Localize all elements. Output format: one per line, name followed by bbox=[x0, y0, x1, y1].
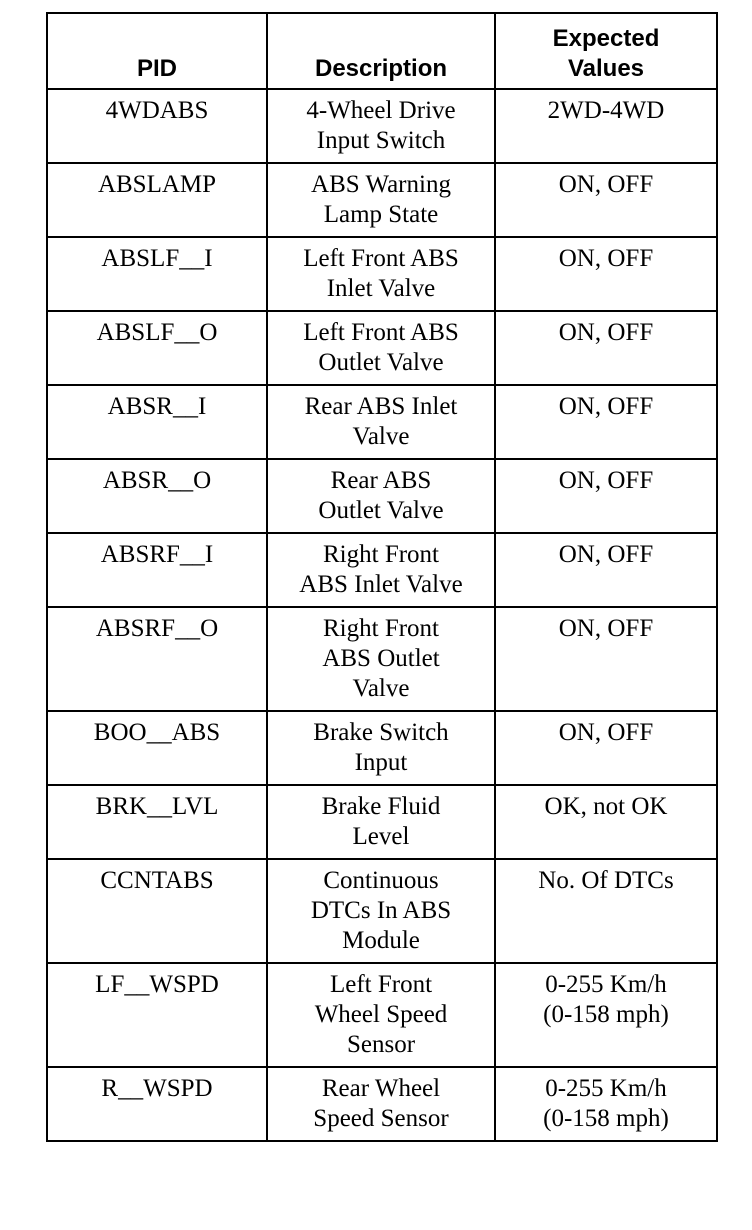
pid-cell bbox=[47, 785, 267, 859]
description-line: Valve bbox=[352, 675, 410, 702]
expected-value-line: ON, OFF bbox=[558, 541, 654, 568]
description-cell bbox=[267, 237, 495, 311]
expected-value-line: (0-158 mph) bbox=[543, 1105, 669, 1132]
table-body bbox=[47, 89, 717, 1141]
table-row bbox=[47, 711, 717, 785]
expected-value-line: ON, OFF bbox=[558, 319, 654, 346]
expected-values-cell bbox=[495, 711, 717, 785]
pid-value: R__WSPD bbox=[101, 1075, 213, 1102]
header-expected-line1: Expected bbox=[552, 25, 660, 52]
pid-value: LF__WSPD bbox=[95, 971, 219, 998]
header-description bbox=[267, 13, 495, 89]
expected-value-line: ON, OFF bbox=[558, 615, 654, 642]
table-row bbox=[47, 237, 717, 311]
pid-value: ABSLAMP bbox=[97, 171, 217, 198]
header-pid bbox=[47, 13, 267, 89]
pid-cell bbox=[47, 459, 267, 533]
description-line: Left Front ABS bbox=[303, 245, 459, 272]
description-line: Module bbox=[342, 927, 420, 954]
table-row bbox=[47, 89, 717, 163]
pid-value: ABSR__I bbox=[107, 393, 207, 420]
pid-cell bbox=[47, 607, 267, 711]
pid-table bbox=[46, 12, 718, 1142]
description-line: 4-Wheel Drive bbox=[306, 97, 456, 124]
description-line: Continuous bbox=[323, 867, 439, 894]
expected-values-cell bbox=[495, 607, 717, 711]
expected-values-cell bbox=[495, 459, 717, 533]
pid-value: 4WDABS bbox=[105, 97, 209, 124]
description-line: Input bbox=[354, 749, 408, 776]
expected-value-line: 0-255 Km/h bbox=[545, 971, 667, 998]
description-line: Input Switch bbox=[316, 127, 446, 154]
description-line: Wheel Speed bbox=[314, 1001, 448, 1028]
pid-cell bbox=[47, 237, 267, 311]
header-pid-label: PID bbox=[136, 55, 177, 82]
description-line: Outlet Valve bbox=[318, 497, 444, 524]
pid-value: BRK__LVL bbox=[95, 793, 219, 820]
expected-value-line: ON, OFF bbox=[558, 171, 654, 198]
pid-value: ABSR__O bbox=[102, 467, 212, 494]
table-row bbox=[47, 1067, 717, 1141]
expected-value-line: No. Of DTCs bbox=[538, 867, 674, 894]
table-row bbox=[47, 459, 717, 533]
pid-value: BOO__ABS bbox=[93, 719, 221, 746]
description-cell bbox=[267, 163, 495, 237]
description-line: Rear ABS bbox=[330, 467, 432, 494]
expected-values-cell bbox=[495, 311, 717, 385]
expected-value-line: ON, OFF bbox=[558, 719, 654, 746]
table-row bbox=[47, 163, 717, 237]
pid-cell bbox=[47, 163, 267, 237]
expected-values-cell bbox=[495, 1067, 717, 1141]
description-line: Lamp State bbox=[323, 201, 439, 228]
description-cell bbox=[267, 711, 495, 785]
description-line: Inlet Valve bbox=[326, 275, 436, 302]
pid-value: ABSLF__O bbox=[96, 319, 218, 346]
description-line: Speed Sensor bbox=[313, 1105, 449, 1132]
expected-values-cell bbox=[495, 859, 717, 963]
header-expected-line2: Values bbox=[567, 55, 645, 82]
table-row bbox=[47, 963, 717, 1067]
table-row bbox=[47, 533, 717, 607]
description-line: Right Front bbox=[323, 541, 439, 568]
header-description-label: Description bbox=[314, 55, 448, 82]
table-row bbox=[47, 785, 717, 859]
expected-value-line: ON, OFF bbox=[558, 393, 654, 420]
description-line: Outlet Valve bbox=[318, 349, 444, 376]
description-line: Valve bbox=[352, 423, 410, 450]
expected-values-cell bbox=[495, 89, 717, 163]
pid-cell bbox=[47, 859, 267, 963]
description-cell bbox=[267, 785, 495, 859]
header-expected-values bbox=[495, 13, 717, 89]
table-row bbox=[47, 859, 717, 963]
description-cell bbox=[267, 533, 495, 607]
description-cell bbox=[267, 607, 495, 711]
pid-cell bbox=[47, 385, 267, 459]
description-line: Rear Wheel bbox=[321, 1075, 441, 1102]
expected-values-cell bbox=[495, 385, 717, 459]
description-line: ABS Inlet Valve bbox=[299, 571, 463, 598]
description-line: DTCs In ABS bbox=[310, 897, 452, 924]
pid-cell bbox=[47, 89, 267, 163]
expected-value-line: (0-158 mph) bbox=[543, 1001, 669, 1028]
description-line: Rear ABS Inlet bbox=[304, 393, 458, 420]
expected-value-line: ON, OFF bbox=[558, 467, 654, 494]
pid-value: CCNTABS bbox=[100, 867, 214, 894]
expected-value-line: 2WD-4WD bbox=[547, 97, 665, 124]
table-row bbox=[47, 385, 717, 459]
pid-value: ABSRF__O bbox=[95, 615, 219, 642]
description-line: Brake Switch bbox=[313, 719, 449, 746]
description-cell bbox=[267, 385, 495, 459]
pid-value: ABSRF__I bbox=[100, 541, 214, 568]
description-cell bbox=[267, 963, 495, 1067]
description-cell bbox=[267, 1067, 495, 1141]
pid-cell bbox=[47, 711, 267, 785]
description-line: ABS Outlet bbox=[322, 645, 440, 672]
header-row bbox=[47, 13, 717, 89]
expected-values-cell bbox=[495, 237, 717, 311]
table-row bbox=[47, 311, 717, 385]
expected-values-cell bbox=[495, 963, 717, 1067]
expected-values-cell bbox=[495, 163, 717, 237]
description-cell bbox=[267, 859, 495, 963]
pid-cell bbox=[47, 311, 267, 385]
table-row bbox=[47, 607, 717, 711]
description-line: Sensor bbox=[346, 1031, 416, 1058]
description-cell bbox=[267, 311, 495, 385]
pid-cell bbox=[47, 963, 267, 1067]
description-cell bbox=[267, 459, 495, 533]
expected-value-line: OK, not OK bbox=[544, 793, 668, 820]
expected-values-cell bbox=[495, 785, 717, 859]
pid-cell bbox=[47, 1067, 267, 1141]
expected-value-line: 0-255 Km/h bbox=[545, 1075, 667, 1102]
expected-value-line: ON, OFF bbox=[558, 245, 654, 272]
pid-cell bbox=[47, 533, 267, 607]
pid-value: ABSLF__I bbox=[101, 245, 213, 272]
expected-values-cell bbox=[495, 533, 717, 607]
description-line: Left Front ABS bbox=[303, 319, 459, 346]
description-line: ABS Warning bbox=[311, 171, 451, 198]
description-line: Right Front bbox=[323, 615, 439, 642]
description-line: Brake Fluid bbox=[321, 793, 441, 820]
description-line: Level bbox=[352, 823, 410, 850]
description-line: Left Front bbox=[329, 971, 433, 998]
description-cell bbox=[267, 89, 495, 163]
